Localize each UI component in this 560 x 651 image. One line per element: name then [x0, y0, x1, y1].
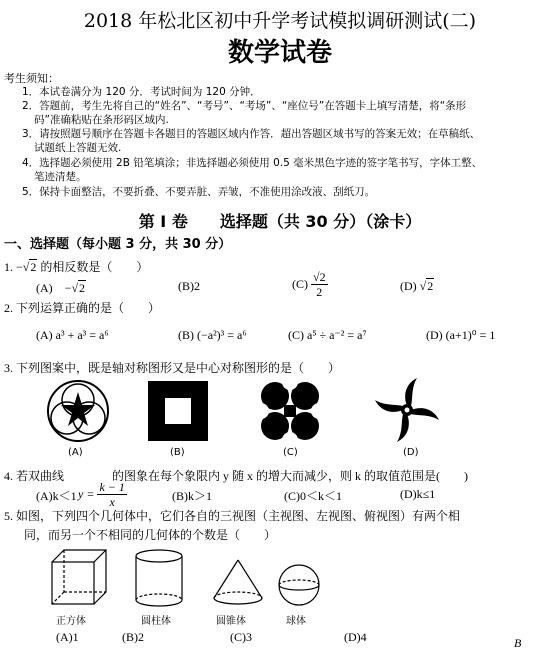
notice-heading: 考生须知：	[4, 72, 59, 85]
q1-option-c-label: (C)	[292, 277, 308, 291]
q4-function-fraction	[97, 480, 126, 509]
q5-option-d: (D)4	[344, 630, 367, 644]
notice-item-2: 2．答题前，考生先将自己的“姓名”、“考号”、“考场”、“座位号”在答题卡上填写清楚，将“条形	[22, 100, 467, 112]
q1-stem: 1. −√2 的相反数是（ ）	[4, 260, 149, 274]
q3-label-d: (D)	[403, 447, 419, 458]
q3-label-c: (C)	[283, 447, 298, 458]
q4-function-y: y =	[78, 487, 95, 501]
q1-stem-suffix: 的相反数是（ ）	[37, 260, 149, 274]
q5-option-a: (A)1	[56, 630, 79, 644]
q5-stem-line1: 5. 如图，下列四个几何体中，它们各自的三视图（主视图、左视图、俯视图）有两个相	[4, 509, 461, 523]
q1-option-a: (A) −√2	[36, 281, 86, 295]
q1-option-c-den: 2	[316, 285, 323, 299]
q1-stem-root: 2	[30, 260, 37, 274]
q5-stem-line2: 同，而另一个不相同的几何体的个数是（ ）	[24, 528, 277, 542]
q4-option-c: (C)0＜k＜1	[284, 489, 342, 503]
q2-option-b: (B) (−a²)³ = a⁶	[178, 328, 247, 342]
q3-label-b: (B)	[170, 447, 185, 458]
notice-item-5: 5．保持卡面整洁，不要折叠、不要弄脏、弄皱，不准使用涂改液、刮纸刀。	[22, 186, 376, 198]
notice-item-4: 4．选择题必须使用 2B 铅笔填涂；非选择题必须使用 0.5 毫米黑色字迹的签字笔书写，字体工整、	[22, 157, 483, 169]
q5-caption-cylinder: 圆柱体	[141, 616, 171, 627]
q4-stem: 4. 若双曲线 的图象在每个象限内 y 随 x 的增大而减少，则 k 的取值范围是( )	[4, 469, 468, 483]
notice-item-1: 1．本试卷满分为 120 分．考试时间为 120 分钟．	[22, 86, 261, 98]
q4-function	[78, 480, 127, 509]
notice-item-4-cont: 笔迹清楚。	[34, 171, 87, 183]
q1-option-c-fraction	[311, 270, 328, 299]
q3-figure-b	[143, 376, 213, 446]
q1-stem-prefix: 1. −	[4, 260, 23, 274]
q3-figure-c	[255, 376, 325, 446]
q2-stem: 2. 下列运算正确的是（ ）	[4, 301, 161, 315]
q3-figure-d	[372, 374, 442, 446]
q1-option-c-num: √2	[313, 270, 326, 284]
notice-item-3: 3．请按照题号顺序在答题卡各题目的答题区域内作答．超出答题区域书写的答案无效；在草稿纸、	[22, 128, 481, 140]
notice-item-3-cont: 试题纸上答题无效.	[34, 142, 122, 154]
q5-option-c: (C)3	[230, 630, 252, 644]
q1-option-d: (D) √2	[400, 279, 434, 293]
q5-caption-sphere: 球体	[286, 616, 306, 627]
q5-sphere-figure	[276, 562, 322, 608]
q5-cylinder-figure	[132, 548, 186, 608]
q3-figure-a	[38, 378, 118, 444]
q5-option-b: (B)2	[122, 630, 144, 644]
q5-cone-figure	[210, 558, 266, 608]
q1-option-a-label: (A) −	[36, 281, 72, 295]
q2-option-c: (C) a⁵ ÷ a⁻² = a⁷	[288, 328, 367, 342]
q1-option-b: (B)2	[178, 279, 200, 293]
q3-stem: 3. 下列图案中，既是轴对称图形又是中心对称图形的是（ ）	[4, 361, 341, 375]
q5-caption-cone: 圆锥体	[216, 616, 246, 627]
part-title: 一、选择题（每小题 3 分，共 30 分）	[4, 237, 232, 252]
q1-option-c	[292, 270, 328, 299]
q1-option-d-label: (D)	[400, 279, 417, 293]
q4-function-den: x	[109, 495, 115, 509]
q1-option-a-root: 2	[79, 281, 86, 295]
q5-cube-figure	[48, 546, 110, 606]
q4-option-a: (A)k＜1	[36, 489, 77, 503]
q2-option-d: (D) (a+1)⁰ = 1	[426, 328, 496, 342]
q4-function-num: k − 1	[99, 480, 125, 494]
notice-item-2-cont: 码”准确粘贴在条形码区域内.	[34, 114, 169, 126]
section-title: 第 Ⅰ 卷 选择题（共 30 分）（涂卡）	[138, 212, 422, 231]
q5-caption-cube: 正方体	[56, 616, 86, 627]
q3-label-a: (A)	[68, 447, 83, 458]
exam-subtitle: 数学试卷	[227, 38, 332, 68]
q4-option-b: (B)k＞1	[172, 489, 212, 503]
q4-option-d: (D)k≤1	[400, 487, 436, 501]
corner-mark: B	[514, 636, 522, 650]
exam-title: 2018 年松北区初中升学考试模拟调研测试(二)	[83, 10, 477, 32]
q2-option-a: (A) a³ + a³ = a⁶	[36, 328, 109, 342]
q1-option-d-root: 2	[427, 279, 434, 293]
